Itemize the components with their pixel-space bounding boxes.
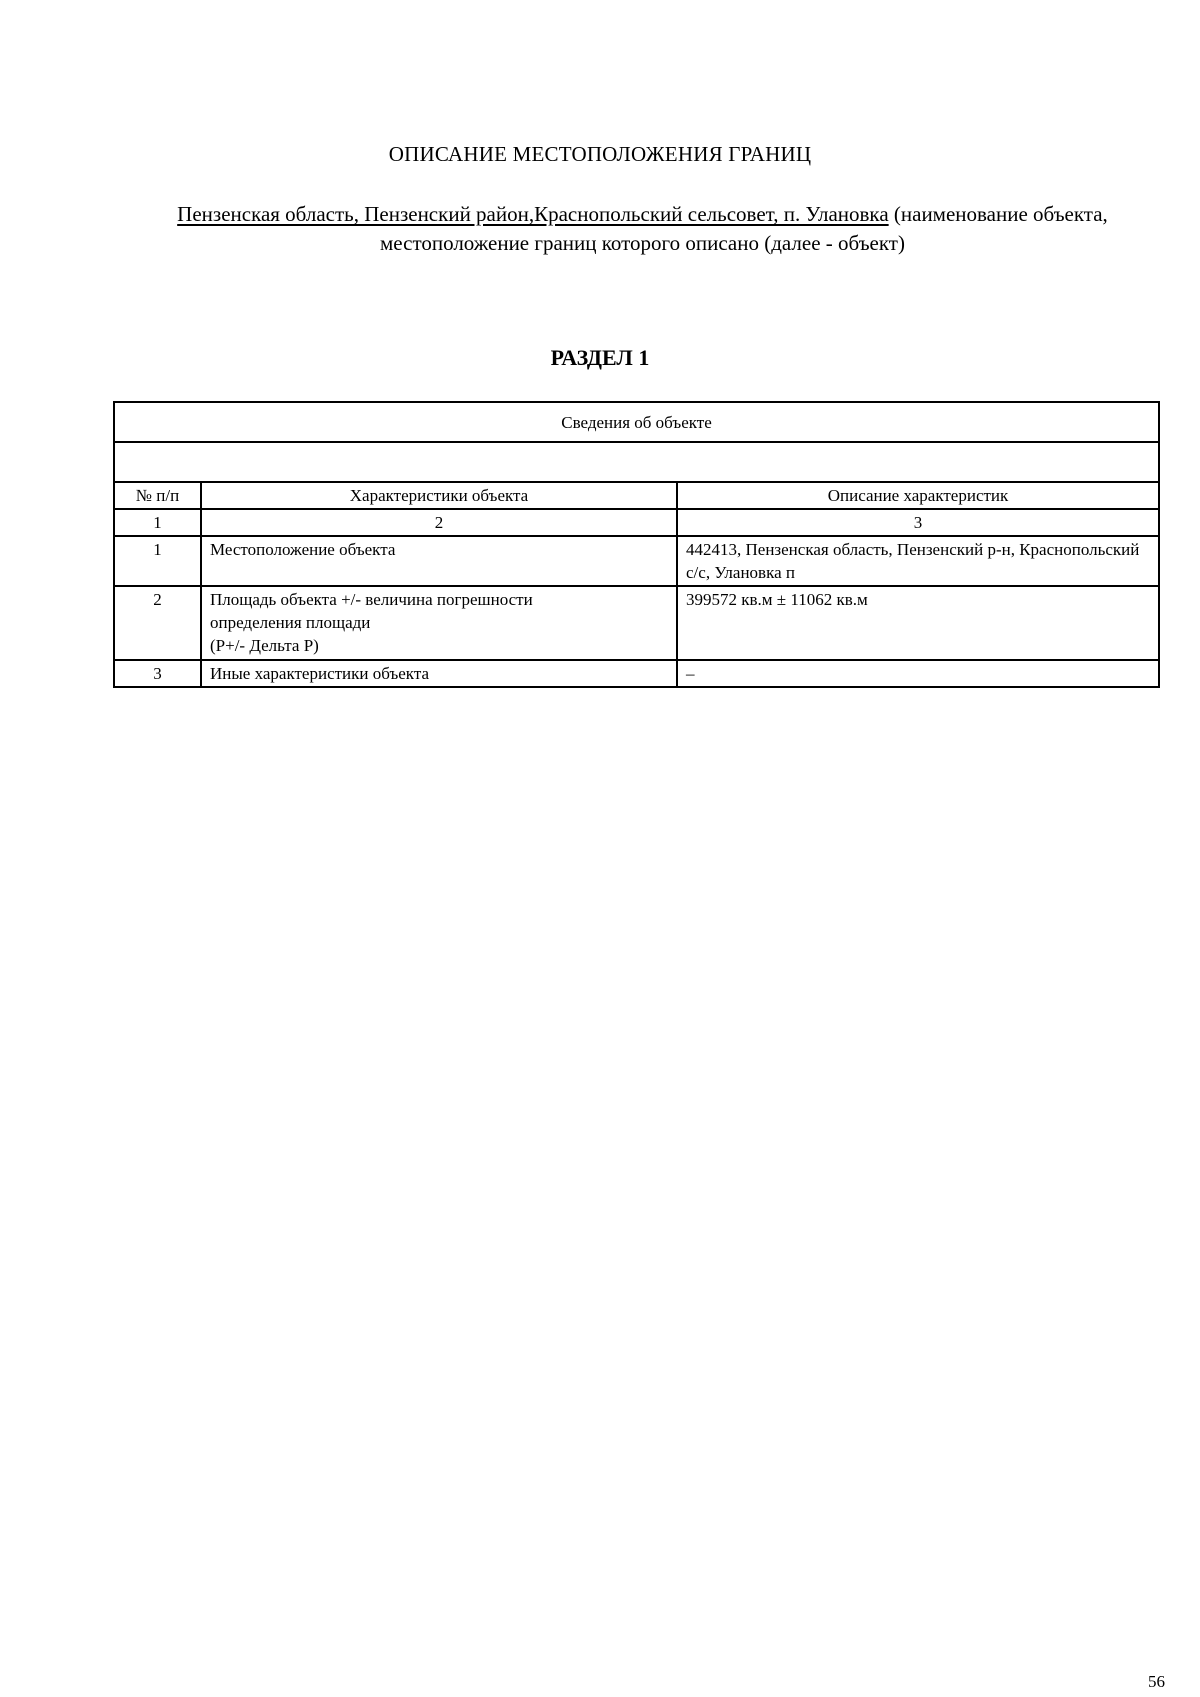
object-info-table [113,401,1160,688]
table-row [114,536,1159,586]
row-characteristic: Местоположение объекта [201,536,677,586]
header-number: № п/п [114,482,201,509]
table-empty-cell [114,442,1159,482]
row-description: 442413, Пензенская область, Пензенский р-н, Краснопольский с/с, Улановка п [677,536,1159,586]
row-number: 3 [114,660,201,687]
section-title: РАЗДЕЛ 1 [550,345,650,370]
row-characteristic: Иные характеристики объекта [201,660,677,687]
index-cell: 2 [201,509,677,536]
table-index-row [114,509,1159,536]
header-characteristic: Характеристики объекта [201,482,677,509]
row-description: 399572 кв.м ± 11062 кв.м [677,586,1159,660]
index-cell: 3 [677,509,1159,536]
object-description [110,200,1175,258]
object-name: Пензенская область, Пензенский район,Краснопольский сельсовет, п. Улановка [177,202,889,226]
characteristic-line: (P+/- Дельта P) [210,636,319,655]
characteristic-line: определения площади [210,613,371,632]
table-caption: Сведения об объекте [114,402,1159,442]
table-row [114,660,1159,687]
characteristic-line: Площадь объекта +/- величина погрешности [210,590,533,609]
table-header-row [114,482,1159,509]
table-empty-row [114,442,1159,482]
header-description: Описание характеристик [677,482,1159,509]
table-row [114,586,1159,660]
document-title: ОПИСАНИЕ МЕСТОПОЛОЖЕНИЯ ГРАНИЦ [388,142,812,166]
row-number: 1 [114,536,201,586]
table-caption-row [114,402,1159,442]
page-number: 56 [1148,1672,1165,1691]
object-note: (наименование объекта, местоположение границ которого описано (далее - объект) [380,202,1108,255]
row-number: 2 [114,586,201,660]
row-characteristic [201,586,677,660]
row-description: – [677,660,1159,687]
index-cell: 1 [114,509,201,536]
